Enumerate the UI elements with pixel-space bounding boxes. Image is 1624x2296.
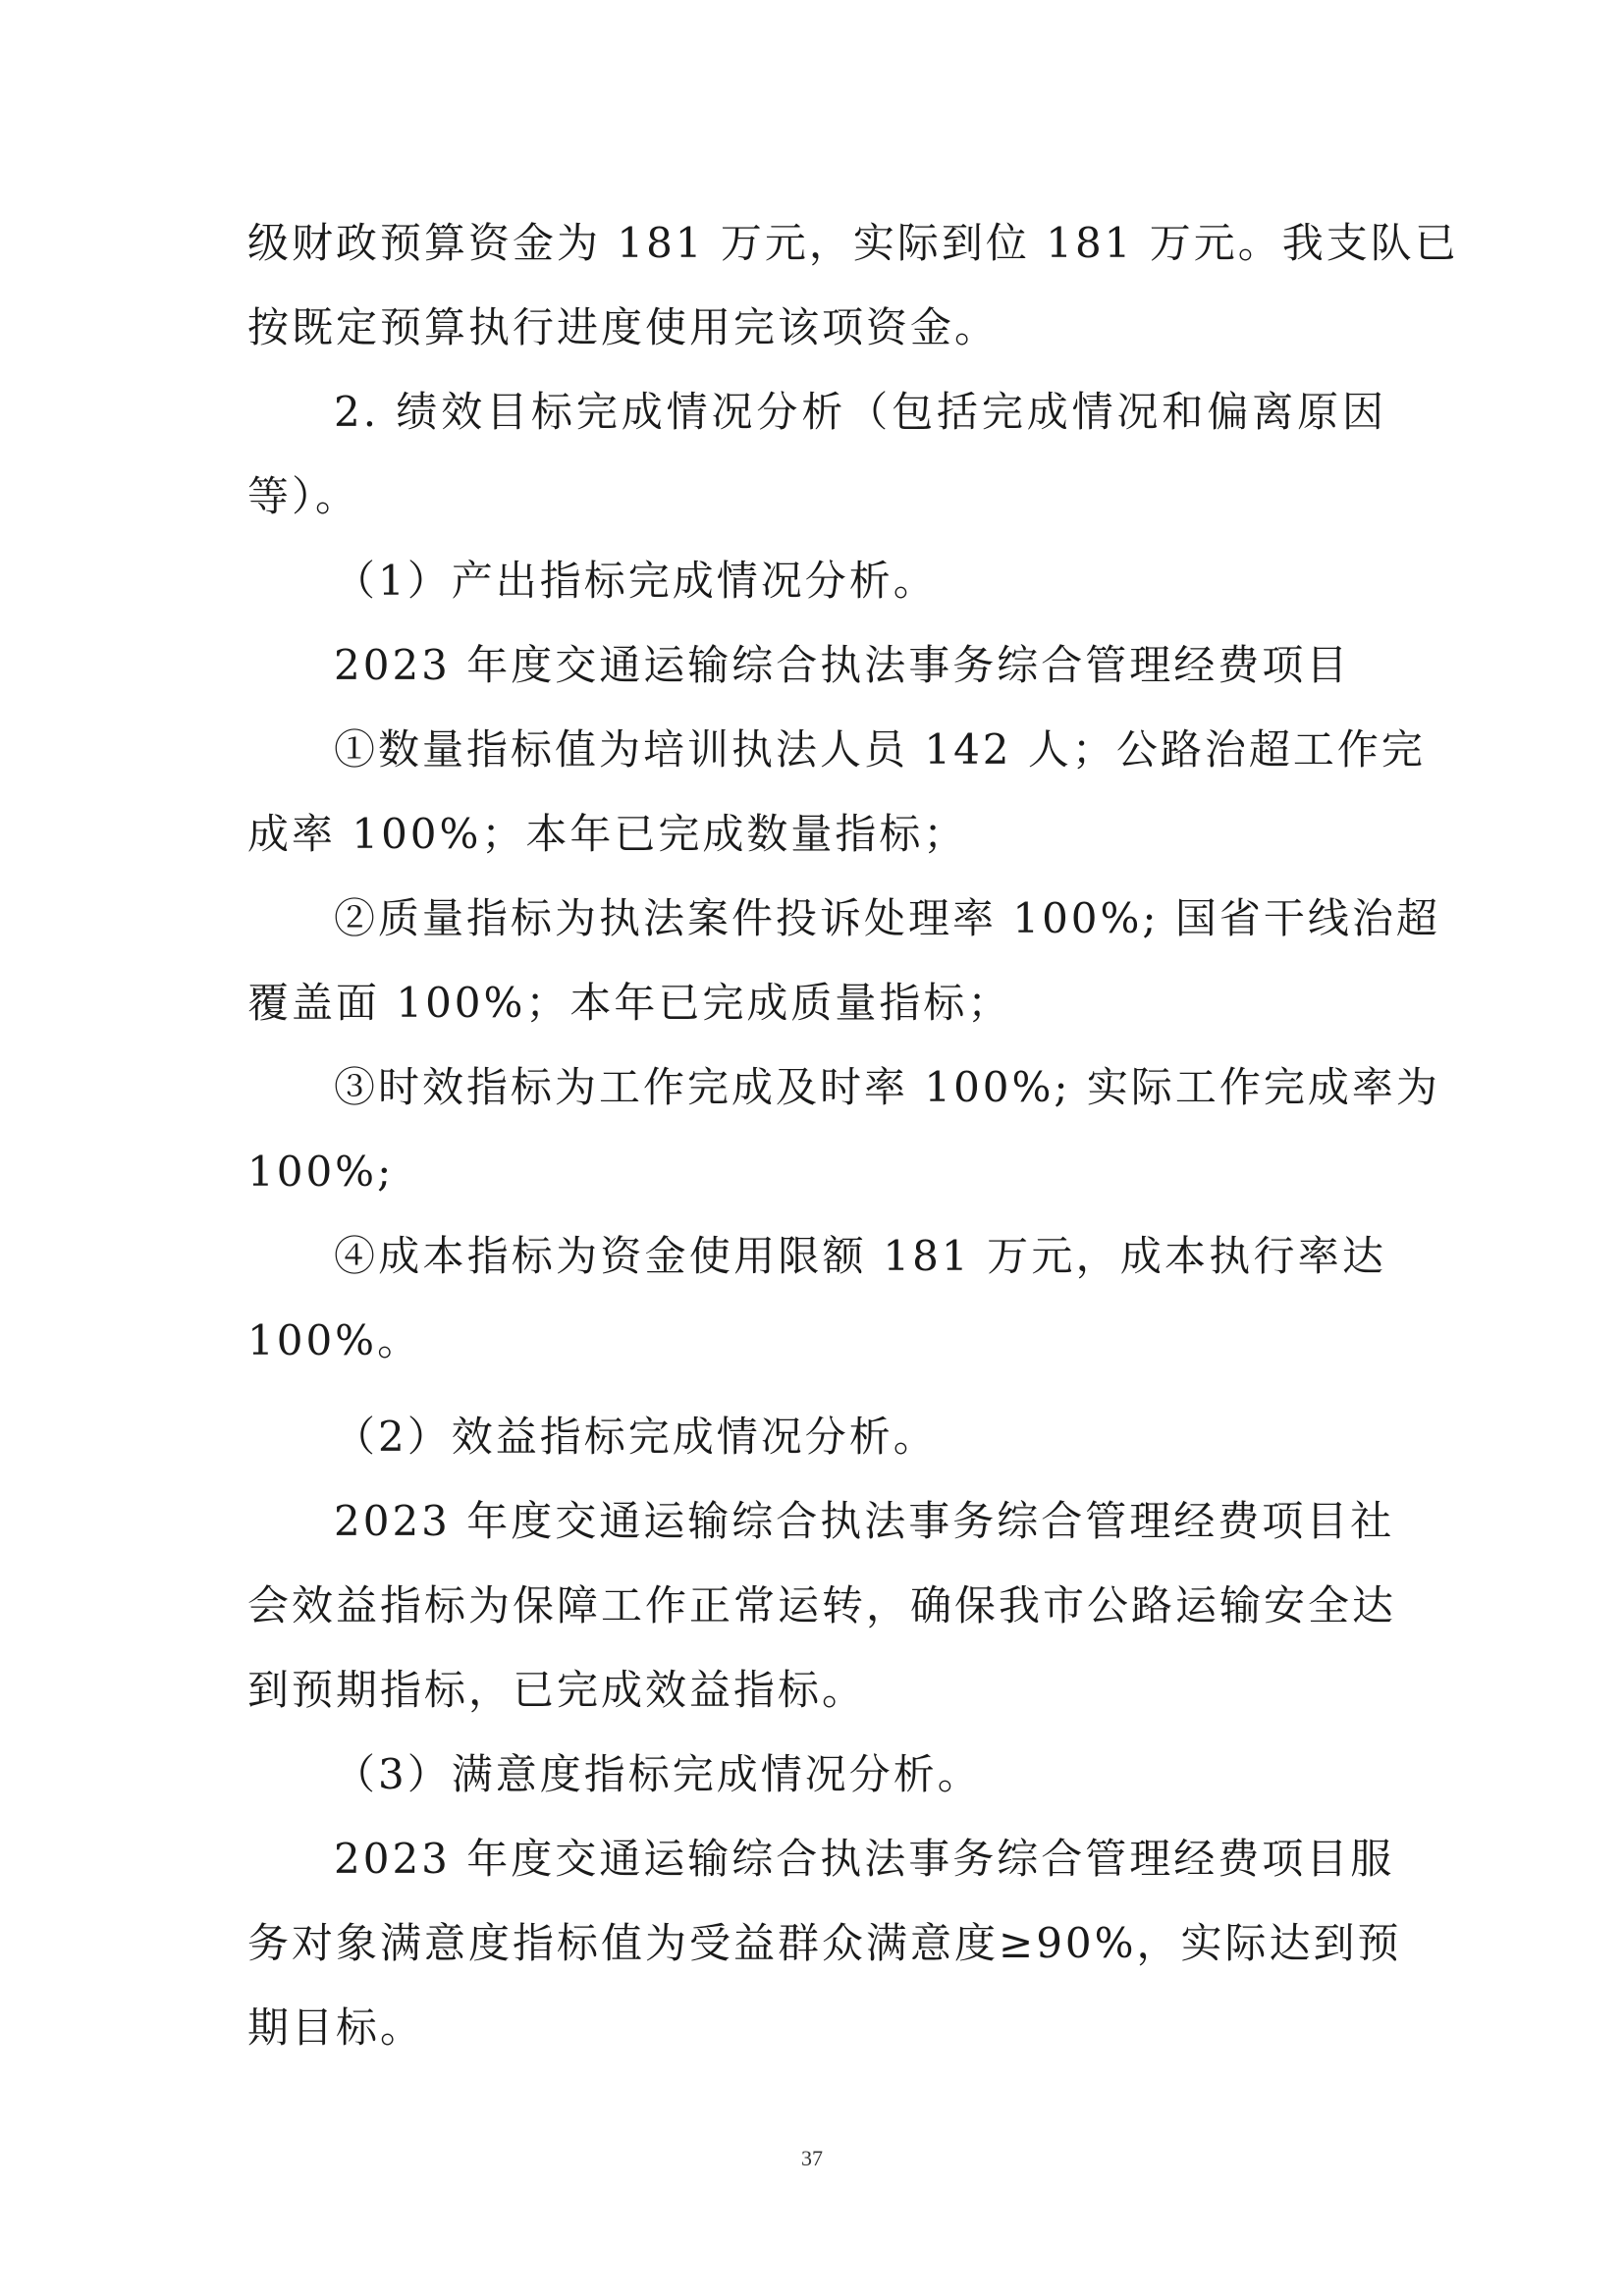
paragraph-line: ③时效指标为工作完成及时率 100%; 实际工作完成率为 bbox=[334, 1063, 1440, 1111]
paragraph-line: 务对象满意度指标值为受益群众满意度≥90%，实际达到预 bbox=[247, 1919, 1402, 1967]
paragraph-line: ④成本指标为资金使用限额 181 万元，成本执行率达 bbox=[334, 1232, 1386, 1280]
paragraph-line: 2023 年度交通运输综合执法事务综合管理经费项目服 bbox=[334, 1835, 1395, 1883]
paragraph-line: ②质量指标为执法案件投诉处理率 100%; 国省干线治超 bbox=[334, 894, 1440, 942]
section-heading-line: 2. 绩效目标完成情况分析（包括完成情况和偏离原因 bbox=[334, 388, 1386, 436]
paragraph-line: 成率 100%；本年已完成数量指标； bbox=[247, 810, 968, 858]
paragraph-line: ①数量指标值为培训执法人员 142 人；公路治超工作完 bbox=[334, 725, 1426, 774]
paragraph-line: 会效益指标为保障工作正常运转，确保我市公路运输安全达 bbox=[247, 1581, 1397, 1629]
page-number: 37 bbox=[801, 2146, 823, 2170]
paragraph-line: 期目标。 bbox=[247, 2003, 425, 2052]
section-heading-line: 等）。 bbox=[247, 472, 360, 520]
subsection-heading: （3）满意度指标完成情况分析。 bbox=[334, 1750, 982, 1798]
paragraph-line: 100%。 bbox=[247, 1316, 422, 1364]
paragraph-line: 按既定预算执行进度使用完该项资金。 bbox=[247, 303, 1000, 351]
paragraph-line: 级财政预算资金为 181 万元，实际到位 181 万元。我支队已 bbox=[247, 219, 1459, 267]
paragraph-line: 2023 年度交通运输综合执法事务综合管理经费项目 bbox=[334, 641, 1351, 689]
paragraph-line: 100%; bbox=[247, 1148, 395, 1196]
body-text bbox=[247, 201, 1459, 2070]
subsection-heading: （1）产出指标完成情况分析。 bbox=[334, 557, 938, 605]
paragraph-line: 到预期指标，已完成效益指标。 bbox=[247, 1666, 867, 1714]
paragraph-line: 2023 年度交通运输综合执法事务综合管理经费项目社 bbox=[334, 1497, 1395, 1545]
spacer bbox=[247, 1383, 1386, 1395]
subsection-heading: （2）效益指标完成情况分析。 bbox=[334, 1413, 938, 1461]
paragraph-line: 覆盖面 100%；本年已完成质量指标； bbox=[247, 979, 1012, 1027]
